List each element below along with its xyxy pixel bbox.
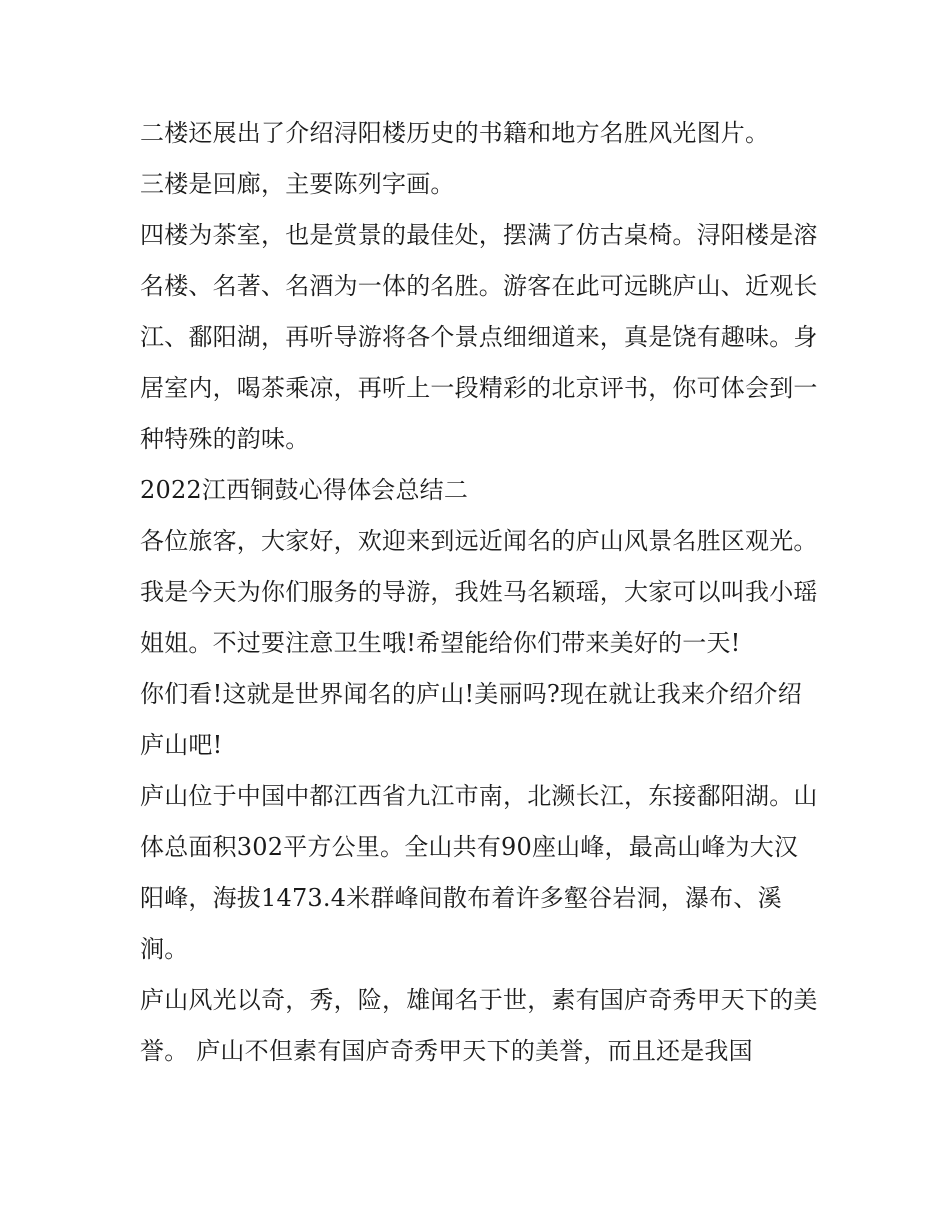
paragraph: 庐山风光以奇，秀，险，雄闻名于世，素有国庐奇秀甲天下的美誉。 庐山不但素有国庐奇秀甲天下的美誉，而且还是我国 [140,986,818,1065]
document-body [140,108,820,1077]
paragraph: 庐山位于中国中都江西省九江市南，北濒长江，东接鄱阳湖。山体总面积302平方公里。全山共有90座山峰，最高山峰为大汉阳峰，海拔1473.4米群峰间散布着许多壑谷岩洞，瀑布、溪涧。 [140,782,818,963]
paragraph: 你们看!这就是世界闻名的庐山!美丽吗?现在就让我来介绍介绍庐山吧! [140,680,802,759]
paragraph: 二楼还展出了介绍浔阳楼历史的书籍和地方名胜风光图片。 [140,119,770,147]
paragraph: 四楼为茶室，也是赏景的最佳处，摆满了仿古桌椅。浔阳楼是溶名楼、名著、名酒为一体的名胜。游客在此可远眺庐山、近观长江、鄱阳湖，再听导游将各个景点细细道来，真是饶有趣味。身居室内，喝茶乘凉，再听上一段精彩的北京评书，你可体会到一种特殊的韵味。 [140,221,818,453]
section-heading: 2022江西铜鼓心得体会总结二 [140,476,469,504]
paragraph: 各位旅客，大家好，欢迎来到远近闻名的庐山风景名胜区观光。我是今天为你们服务的导游，我姓马名颖瑶，大家可以叫我小瑶姐姐。不过要注意卫生哦!希望能给你们带来美好的一天! [140,527,818,657]
paragraph: 三楼是回廊，主要陈列字画。 [140,170,455,198]
